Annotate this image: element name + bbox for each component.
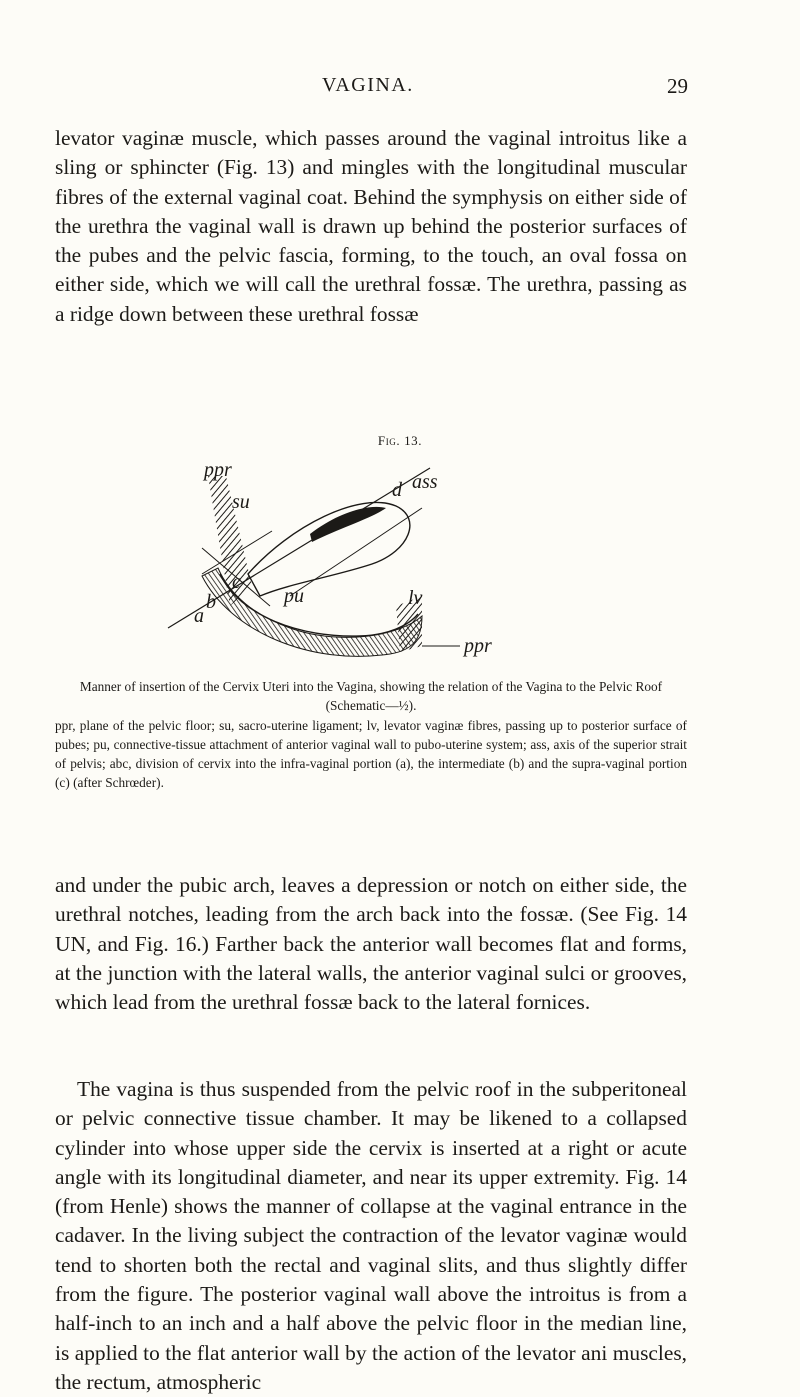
figure-caption [55,677,687,793]
figure-13-illustration [160,456,580,671]
caption-legend: ppr, plane of the pelvic floor; su, sacro-uterine ligament; lv, levator vaginæ fibres, passing up to posterior surface of pubes; pu, connective-tissue attachment of anterior vaginal wall to pubo-uterine system; ass, axis of the superior strait of pelvis; abc, division of cervix into the infra-vaginal portion (a), the intermediate (b) and the supra-vaginal portion (c) (after Schrœder). [55,717,687,791]
letter-lv: lv [408,587,423,609]
figure-label: Fig. 13. [377,433,423,448]
letter-ppr-right: ppr [464,635,492,657]
letter-ppr-top: ppr [204,459,232,481]
letter-c: c [232,571,241,593]
page-header [0,74,800,104]
letter-a: a [194,605,204,627]
cervix-body [248,502,410,596]
page-number: 29 [667,74,688,98]
paragraph-levator: levator vaginæ muscle, which passes around the vaginal introitus like a sling or sphincter (Fig. 13) and mingles with the longitudinal muscular fibres of the external vaginal coat. Behind the symphysis on either side of the urethra the vaginal wall is drawn up behind the posterior surfaces of the pubes and the pelvic fascia, forming, to the touch, an oval fossa on either side, which we will call the urethral fossæ. The urethra, passing as a ridge down between these urethral fossæ [55,126,687,326]
letter-b: b [206,591,216,613]
paragraph-suspension: The vagina is thus suspended from the pelvic roof in the subperitoneal or pelvic connective tissue chamber. It may be likened to a collapsed cylinder into whose upper side the cervix is inserted at a right or acute angle with its longitudinal diameter, and near its upper extremity. Fig. 14 (from Henle) shows the manner of collapse at the vaginal entrance in the cadaver. In the living subject the contraction of the levator vaginæ would tend to shorten both the rectal and vaginal slits, and thus slightly differ from the figure. The posterior vaginal wall above the introitus is from a half-inch to an inch and a half above the pelvic floor in the median line, is applied to the flat anterior wall by the action of the levator ani muscles, the rectum, atmospheric [55,1077,687,1394]
caption-title: Manner of insertion of the Cervix Uteri into the Vagina, showing the relation of the Vagina to the Pelvic Roof (Schematic—½). [79,679,663,714]
letter-d: d [392,479,402,501]
letter-ass: ass [412,471,438,493]
letter-su: su [232,491,250,513]
paragraph-pubic-arch: and under the pubic arch, leaves a depression or notch on either side, the urethral notches, leading from the arch back into the fossæ. (See Fig. 14 UN, and Fig. 16.) Farther back the anterior wall becomes flat and forms, at the junction with the lateral walls, the anterior vaginal sulci or grooves, which lead from the urethral fossæ back to the lateral fornices. [55,873,687,1015]
letter-pu: pu [284,585,304,607]
cervix-dark-band [310,507,386,542]
figure-13-svg [160,456,580,671]
running-title: VAGINA. [322,74,414,96]
